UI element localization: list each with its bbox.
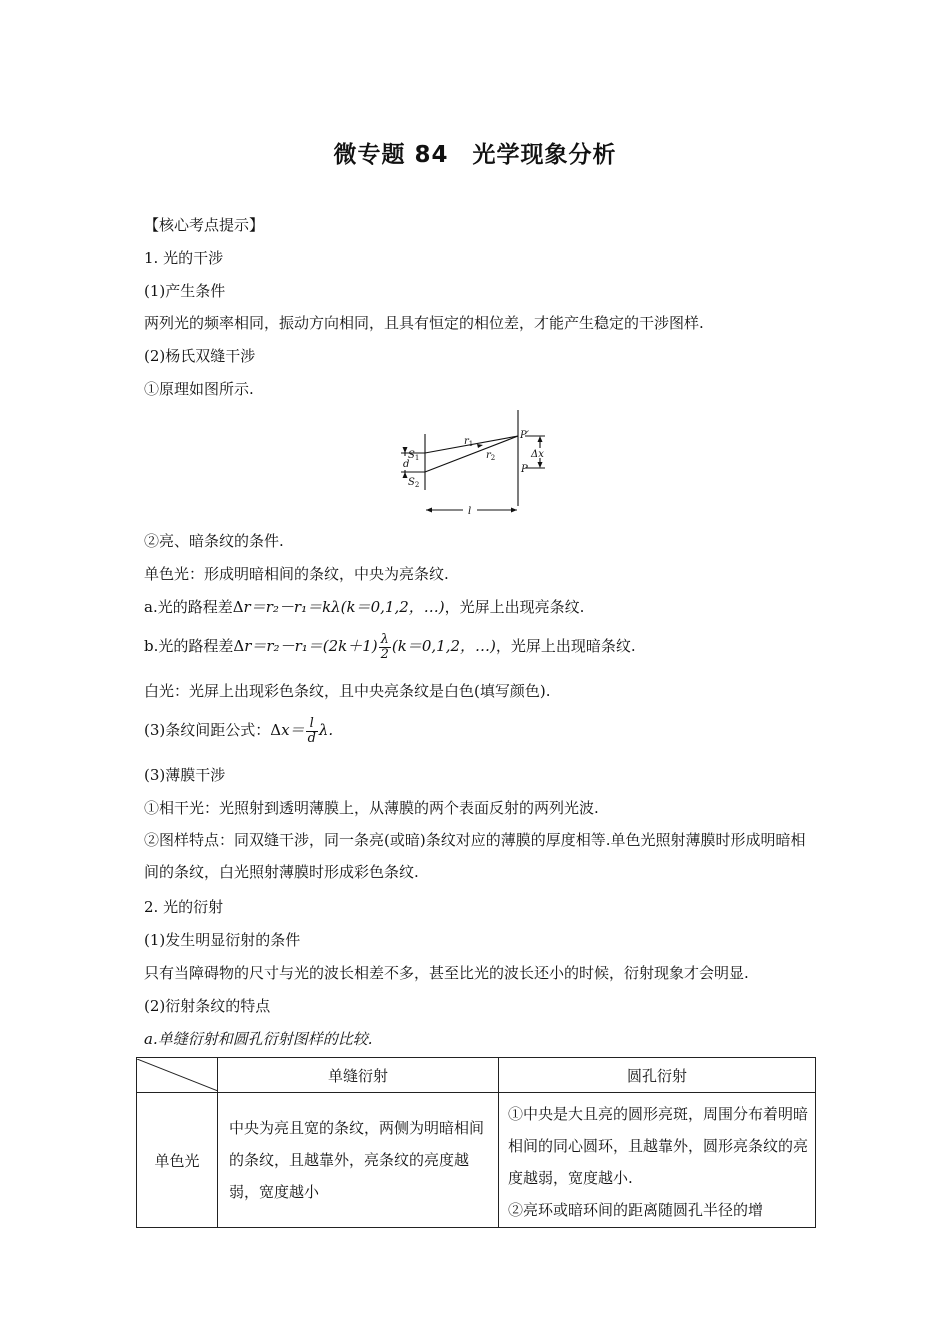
section-1-2-heading: (2)杨氏双缝干涉 bbox=[144, 347, 256, 365]
row-label-monochromatic: 单色光 bbox=[137, 1093, 218, 1228]
label-r1: $r_1$ bbox=[464, 436, 474, 448]
principle-text: ①原理如图所示. bbox=[144, 380, 254, 398]
section-2-2-a: a.单缝衍射和圆孔衍射图样的比较. bbox=[144, 1030, 373, 1048]
diffraction-comparison-table bbox=[136, 1057, 816, 1228]
bright-dark-heading: ②亮、暗条纹的条件. bbox=[144, 532, 284, 550]
label-delta-x: Δx bbox=[531, 449, 544, 460]
section-2-1-text: 只有当障碍物的尺寸与光的波长相差不多，甚至比光的波长还小的时候，衍射现象才会明显. bbox=[144, 964, 749, 982]
header-single-slit: 单缝衍射 bbox=[218, 1058, 499, 1093]
cell-circular-hole: ①中央是大且亮的圆形亮斑，周围分布着明暗相间的同心圆环，且越靠外，圆形亮条纹的亮度越弱，宽度越小. ②亮环或暗环间的距离随圆孔半径的增 bbox=[499, 1093, 816, 1228]
page-title: 微专题 84 光学现象分析 bbox=[333, 142, 617, 168]
core-points-note: 【核心考点提示】 bbox=[144, 216, 265, 234]
fraction-lambda-over-2: $\frac{\lambda}{2}$ bbox=[380, 631, 389, 662]
label-s2: $S_2$ bbox=[408, 477, 420, 489]
header-circular-hole: 圆孔衍射 bbox=[499, 1058, 816, 1093]
label-l: l bbox=[468, 506, 472, 517]
thin-film-coherent: ①相干光：光照射到透明薄膜上，从薄膜的两个表面反射的两列光波. bbox=[144, 799, 599, 817]
fraction-l-over-d: $\frac{l}{d}$ bbox=[307, 715, 316, 746]
section-1-heading: 1. 光的干涉 bbox=[144, 249, 224, 267]
condition-b: b.光的路程差Δr＝r₂－r₁＝(2k＋1) $\frac{\lambda}{2}$ (k＝0,1,2，…)，光屏上出现暗条纹. bbox=[144, 631, 636, 662]
label-p: P bbox=[521, 464, 528, 475]
label-d: d bbox=[403, 459, 410, 470]
cell-single-slit: 中央为亮且宽的条纹，两侧为明暗相间的条纹，且越靠外，亮条纹的亮度越弱，宽度越小 bbox=[218, 1093, 499, 1228]
section-1-1-text: 两列光的频率相同，振动方向相同，且具有恒定的相位差，才能产生稳定的干涉图样. bbox=[144, 314, 704, 332]
section-2-2-heading: (2)衍射条纹的特点 bbox=[144, 997, 271, 1015]
label-s1: $S_1$ bbox=[408, 450, 420, 462]
table-header-row bbox=[137, 1058, 816, 1093]
condition-a: a.光的路程差Δr＝r₂－r₁＝kλ(k＝0,1,2，…)，光屏上出现亮条纹. bbox=[144, 598, 585, 616]
label-p-prime: P′ bbox=[520, 430, 529, 441]
thin-film-heading: (3)薄膜干涉 bbox=[144, 766, 226, 784]
diagonal-line bbox=[137, 1059, 218, 1091]
monochromatic-light: 单色光：形成明暗相间的条纹，中央为亮条纹. bbox=[144, 565, 449, 583]
diagonal-header-cell bbox=[137, 1058, 218, 1093]
white-light: 白光：光屏上出现彩色条纹，且中央亮条纹是白色(填写颜色). bbox=[144, 682, 551, 700]
table-row bbox=[137, 1093, 816, 1228]
thin-film-pattern: ②图样特点：同双缝干涉，同一条亮(或暗)条纹对应的薄膜的厚度相等.单色光照射薄膜时形成明暗相间的条纹，白光照射薄膜时形成彩色条纹. bbox=[144, 831, 806, 881]
section-2-1-heading: (1)发生明显衍射的条件 bbox=[144, 931, 301, 949]
spacing-formula: (3)条纹间距公式：Δx＝ $\frac{l}{d}$ λ. bbox=[144, 715, 334, 746]
section-1-1-heading: (1)产生条件 bbox=[144, 282, 226, 300]
label-r2: $r_2$ bbox=[486, 450, 496, 462]
section-2-heading: 2. 光的衍射 bbox=[144, 898, 224, 916]
double-slit-diagram bbox=[395, 406, 555, 518]
